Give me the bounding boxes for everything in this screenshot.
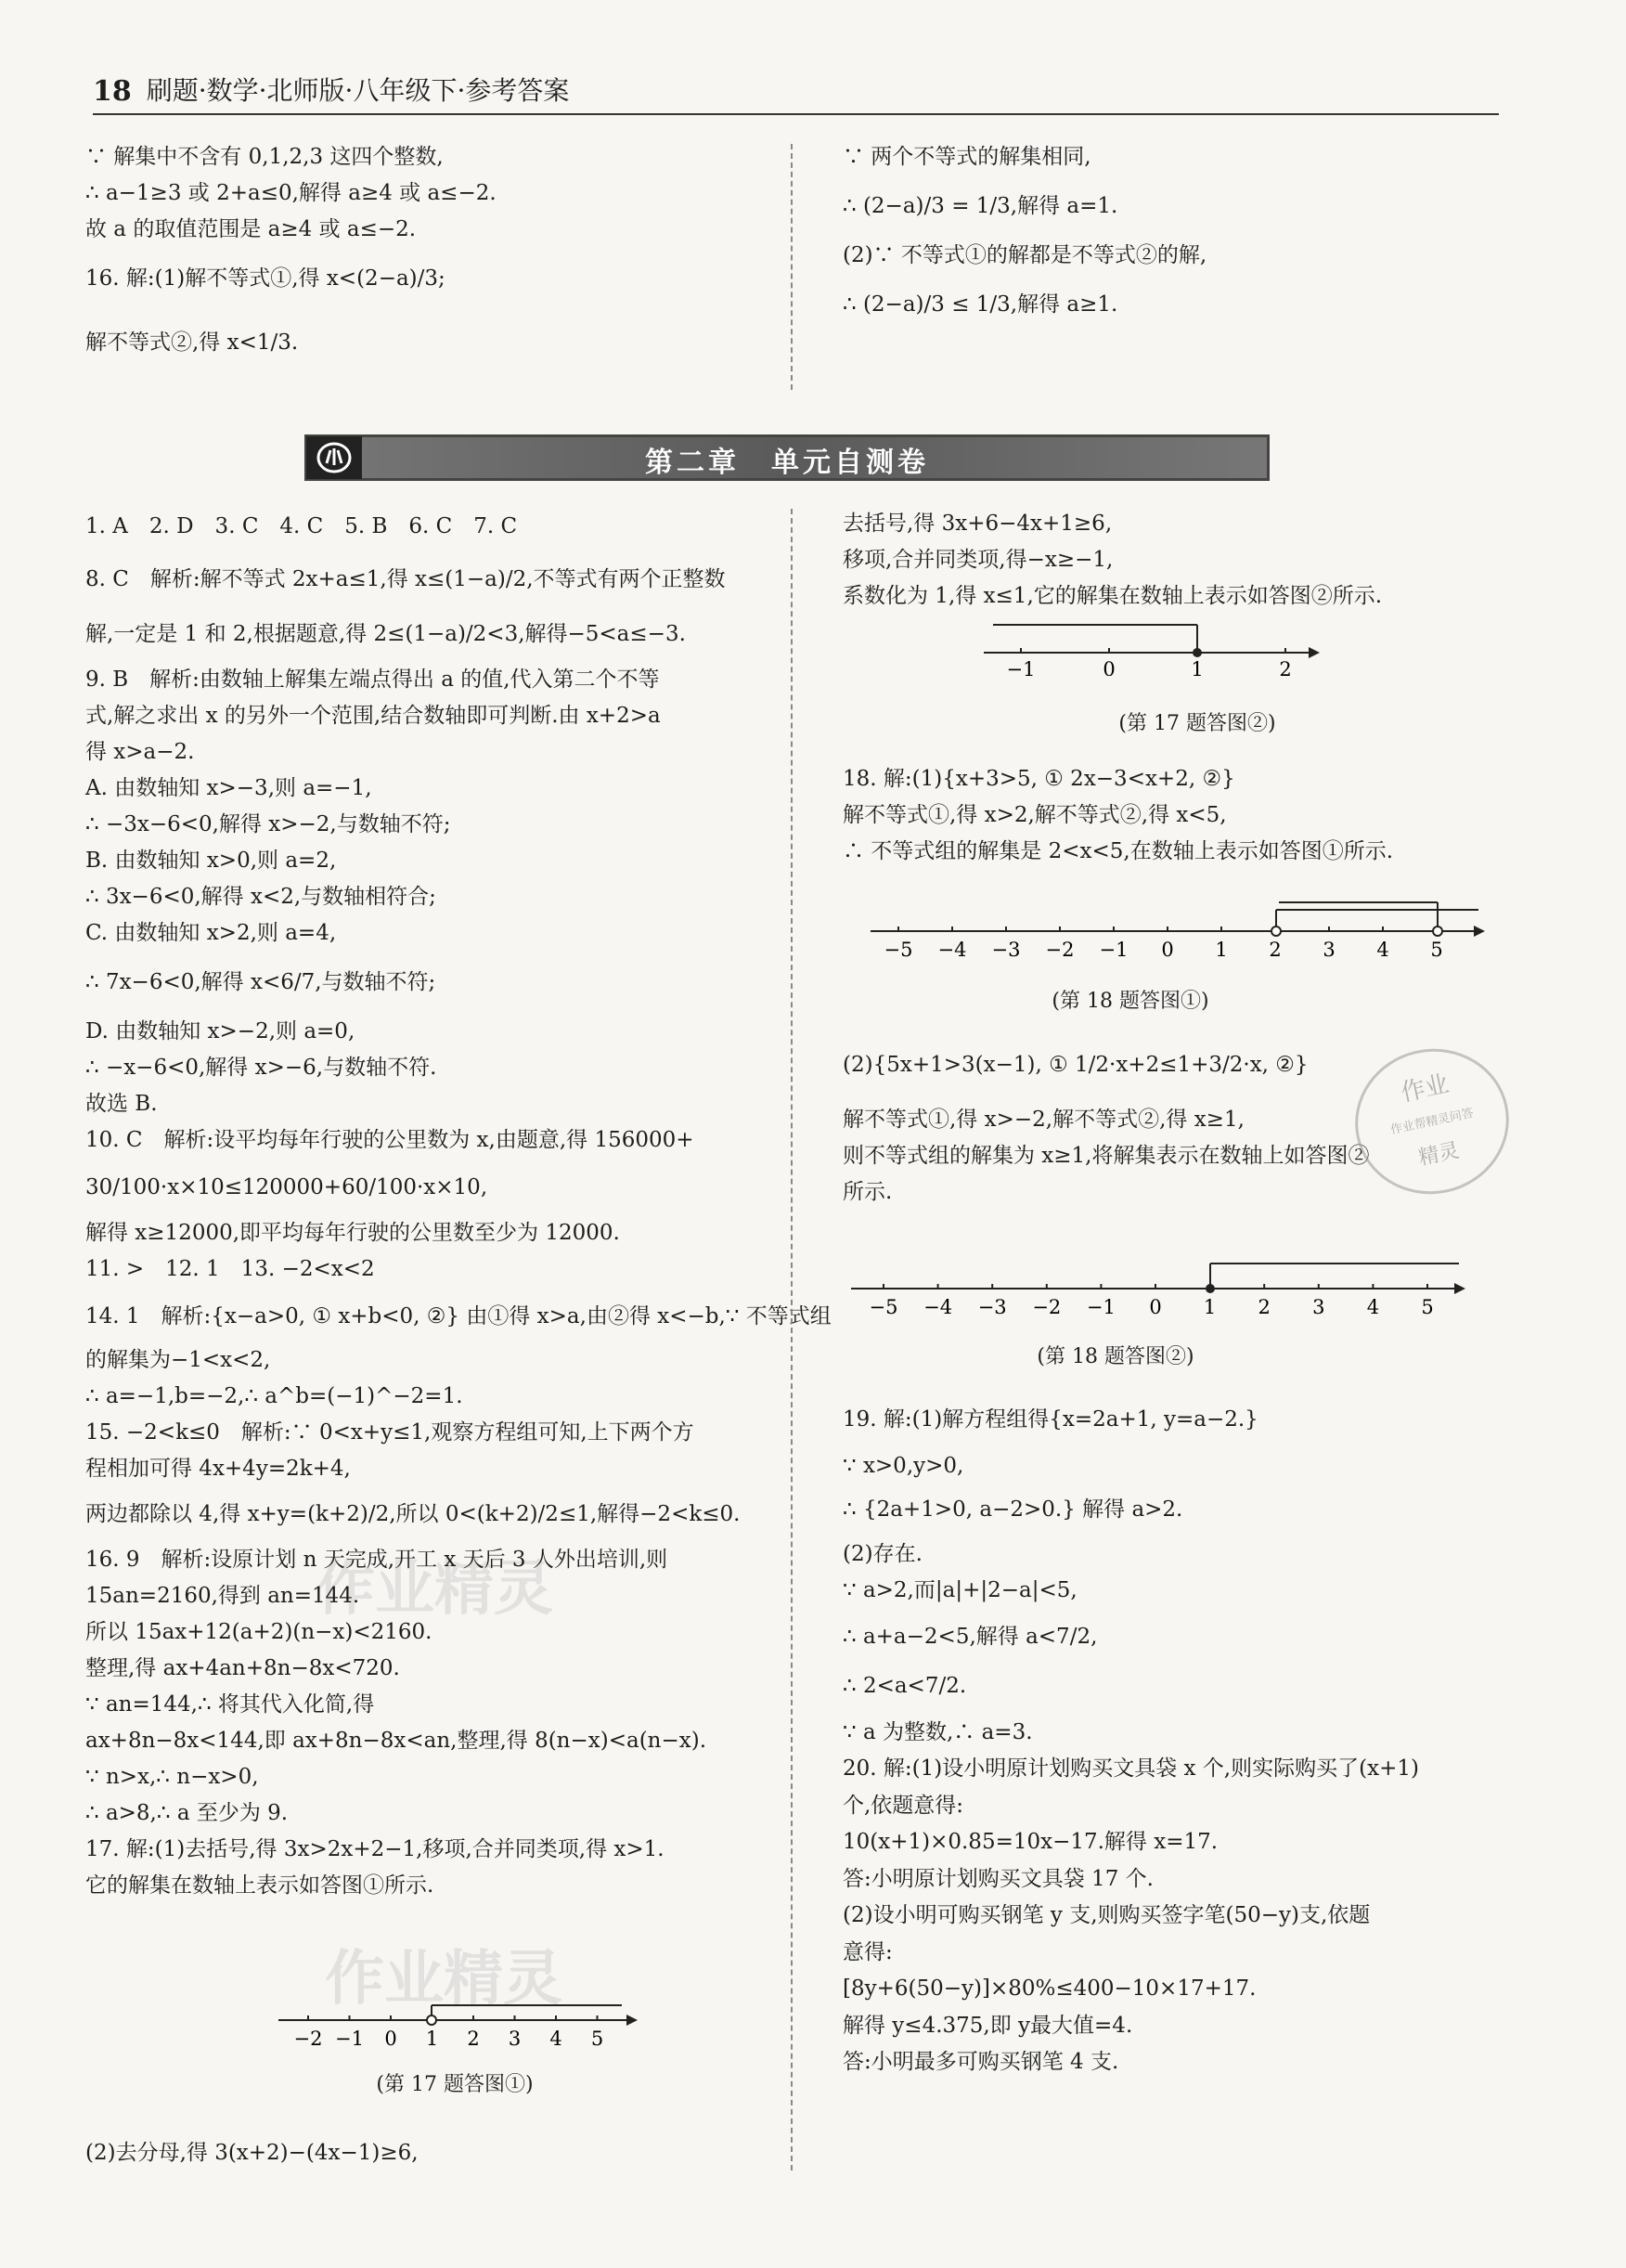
- tick-label: 0: [1149, 1296, 1162, 1318]
- answer-line: 9. B 解析:由数轴上解集左端点得出 a 的值,代入第二个不等: [85, 667, 660, 692]
- tick-label: 1: [1203, 1296, 1217, 1318]
- answer-line: ∵ an=144,∴ 将其代入化简,得: [85, 1692, 375, 1717]
- tick-label: 1: [1215, 939, 1228, 961]
- tick-label: 0: [1103, 658, 1116, 676]
- answer-line: ∴ a+a−2<5,解得 a<7/2,: [843, 1624, 1098, 1649]
- answer-line: D. 由数轴知 x>−2,则 a=0,: [85, 1019, 355, 1043]
- answer-line: ∵ a>2,而|a|+|2−a|<5,: [843, 1578, 1078, 1602]
- answer-line: 解不等式①,得 x>−2,解不等式②,得 x≥1,: [843, 1108, 1245, 1132]
- answer-line: ∴ 3x−6<0,解得 x<2,与数轴相符合;: [85, 885, 436, 909]
- tick-label: 5: [590, 2028, 604, 2050]
- answer-line: 意得:: [843, 1939, 893, 1964]
- answer-line: 答:小明原计划购买文具袋 17 个.: [843, 1866, 1154, 1891]
- answer-line: 答:小明最多可购买钢笔 4 支.: [843, 2050, 1119, 2074]
- tick-label: 3: [1312, 1296, 1325, 1318]
- answer-line: ∴ a>8,∴ a 至少为 9.: [85, 1801, 289, 1825]
- answer-line: 解得 x≥12000,即平均每年行驶的公里数至少为 12000.: [85, 1221, 620, 1245]
- answer-line: 它的解集在数轴上表示如答图①所示.: [85, 1873, 434, 1898]
- answer-line: ∴ −x−6<0,解得 x>−6,与数轴不符.: [85, 1056, 437, 1080]
- answer-line: ∴ 2<a<7/2.: [843, 1674, 967, 1698]
- answer-line: 个,依题意得:: [843, 1793, 964, 1818]
- number-line-17-2: [974, 620, 1327, 676]
- answer-line: 故选 B.: [85, 1092, 158, 1116]
- answer-line: (2){5x+1>3(x−1), ① 1/2·x+2≤1+3/2·x, ②}: [843, 1053, 1309, 1077]
- stamp-text-top: 作业: [1398, 1069, 1452, 1108]
- answer-line: 解得 y≤4.375,即 y最大值=4.: [843, 2013, 1133, 2038]
- chapter-title: 第二章 单元自测卷: [645, 447, 929, 479]
- column-divider: [791, 144, 793, 390]
- top-right-block: [843, 139, 1511, 323]
- figure-caption: (第 18 题答图②): [1037, 1345, 1194, 1368]
- figure-caption: (第 18 题答图①): [1052, 990, 1209, 1013]
- answer-line: 10. C 解析:设平均每年行驶的公里数为 x,由题意,得 156000+: [85, 1128, 694, 1152]
- answer-line: C. 由数轴知 x>2,则 a=4,: [85, 921, 337, 945]
- answer-line: 整理,得 ax+4an+8n−8x<720.: [85, 1656, 400, 1680]
- answer-line: 的解集为−1<x<2,: [85, 1348, 271, 1372]
- tick-label: −1: [1099, 939, 1129, 961]
- answer-line: 移项,合并同类项,得−x≥−1,: [843, 548, 1114, 572]
- text-line: 故 a 的取值范围是 a≥4 或 a≤−2.: [85, 217, 417, 242]
- answer-line: 10(x+1)×0.85=10x−17.解得 x=17.: [843, 1830, 1219, 1854]
- answer-line: ∵ a 为整数,∴ a=3.: [843, 1719, 1033, 1744]
- tick-label: 4: [1366, 1296, 1380, 1318]
- number-line-18-2: [846, 1258, 1478, 1318]
- banner-logo-icon: [306, 436, 362, 479]
- right-column-b: [843, 761, 1511, 870]
- tick-label: −2: [1045, 939, 1075, 961]
- answer-line: ∴ 7x−6<0,解得 x<6/7,与数轴不符;: [85, 970, 436, 994]
- watermark: 作业精灵: [325, 1945, 562, 2014]
- answer-line: 15. −2<k≤0 解析:∵ 0<x+y≤1,观察方程组可知,上下两个方: [85, 1420, 694, 1445]
- answer-line: 30/100·x×10≤120000+60/100·x×10,: [85, 1175, 488, 1199]
- figure-17-1: [269, 2003, 640, 2097]
- watermark: 作业精灵: [316, 1555, 553, 1624]
- page-number: 18: [93, 75, 132, 108]
- answer-line: 则不等式组的解集为 x≥1,将解集表示在数轴上如答图②: [843, 1144, 1370, 1168]
- tick-label: −1: [1006, 658, 1036, 676]
- answer-line: [8y+6(50−y)]×80%≤400−10×17+17.: [843, 1976, 1257, 2001]
- answer-line: ∴ −3x−6<0,解得 x>−2,与数轴不符;: [85, 812, 451, 836]
- figure-caption: (第 17 题答图①): [376, 2073, 534, 2096]
- answer-line: 程相加可得 4x+4y=2k+4,: [85, 1457, 351, 1481]
- answer-line: 20. 解:(1)设小明原计划购买文具袋 x 个,则实际购买了(x+1): [843, 1756, 1419, 1781]
- answer-line: ∴ {2a+1>0, a−2>0.} 解得 a>2.: [843, 1497, 1183, 1522]
- tick-label: 4: [549, 2028, 562, 2050]
- answer-line: (2)去分母,得 3(x+2)−(4x−1)≥6,: [85, 2141, 419, 2165]
- right-column-a: [843, 506, 1511, 615]
- answer-line: ∴ a=−1,b=−2,∴ a^b=(−1)^−2=1.: [85, 1384, 463, 1408]
- tick-label: 1: [425, 2028, 439, 2050]
- text-line: 解不等式②,得 x<1/3.: [85, 330, 299, 356]
- tick-label: 0: [384, 2028, 397, 2050]
- text-line: ∴ a−1≥3 或 2+a≤0,解得 a≥4 或 a≤−2.: [85, 181, 497, 206]
- left-after-figure: [85, 2135, 791, 2171]
- column-divider: [791, 509, 793, 2171]
- answer-line: 8. C 解析:解不等式 2x+a≤1,得 x≤(1−a)/2,不等式有两个正整数: [85, 567, 726, 591]
- answer-line: 解不等式①,得 x>2,解不等式②,得 x<5,: [843, 803, 1227, 827]
- answer-line: ax+8n−8x<144,即 ax+8n−8x<an,整理,得 8(n−x)<a(n−x).: [85, 1729, 707, 1753]
- text-line: ∵ 两个不等式的解集相同,: [843, 145, 1091, 169]
- tick-label: −4: [937, 939, 967, 961]
- figure-17-2: [974, 620, 1327, 736]
- top-left-block: [85, 139, 791, 361]
- tick-label: 2: [1258, 1296, 1271, 1318]
- tick-label: 2: [467, 2028, 480, 2050]
- tick-label: −1: [335, 2028, 364, 2050]
- stamp-text-middle: 作业帮精灵问答: [1389, 1106, 1476, 1138]
- stamp-text-bottom: 精灵: [1416, 1138, 1462, 1171]
- answer-line: 解,一定是 1 和 2,根据题意,得 2≤(1−a)/2<3,解得−5<a≤−3.: [85, 622, 686, 646]
- answer-line: ∵ n>x,∴ n−x>0,: [85, 1765, 259, 1789]
- answer-line: 得 x>a−2.: [85, 740, 195, 764]
- tick-label: 3: [1323, 939, 1336, 961]
- text-line: ∴ (2−a)/3 ≤ 1/3,解得 a≥1.: [843, 292, 1118, 318]
- tick-label: 3: [508, 2028, 522, 2050]
- figure-caption: (第 17 题答图②): [1118, 712, 1276, 735]
- answer-line: 15an=2160,得到 an=144.: [85, 1584, 360, 1608]
- tick-label: −3: [991, 939, 1021, 961]
- tick-label: −2: [293, 2028, 323, 2050]
- tick-label: 5: [1421, 1296, 1434, 1318]
- figure-18-2: [846, 1258, 1478, 1369]
- tick-label: 2: [1279, 658, 1292, 676]
- left-column: [85, 509, 832, 1904]
- text-line: ∵ 解集中不含有 0,1,2,3 这四个整数,: [85, 145, 444, 169]
- tick-label: −5: [884, 939, 913, 961]
- answer-line: 19. 解:(1)解方程组得{x=2a+1, y=a−2.}: [843, 1407, 1258, 1432]
- chapter-banner: [304, 434, 1270, 481]
- answer-line: 系数化为 1,得 x≤1,它的解集在数轴上表示如答图②所示.: [843, 584, 1383, 608]
- figure-18-1: [861, 901, 1492, 1014]
- answer-line: 去括号,得 3x+6−4x+1≥6,: [843, 512, 1113, 536]
- answer-line: A. 由数轴知 x>−3,则 a=−1,: [85, 776, 372, 800]
- tick-label: −2: [1032, 1296, 1062, 1318]
- right-column-d: [843, 1393, 1511, 2081]
- answer-line: 18. 解:(1){x+3>5, ① 2x−3<x+2, ②}: [843, 767, 1235, 791]
- answer-line: (2)设小明可购买钢笔 y 支,则购买签字笔(50−y)支,依题: [843, 1903, 1371, 1927]
- text-line: 16. 解:(1)解不等式①,得 x<(2−a)/3;: [85, 266, 445, 292]
- answer-line: ∵ x>0,y>0,: [843, 1453, 964, 1478]
- answer-line: 17. 解:(1)去括号,得 3x>2x+2−1,移项,合并同类项,得 x>1.: [85, 1837, 665, 1861]
- answer-line: 所示.: [843, 1180, 893, 1204]
- answer-line: ∴ 不等式组的解集是 2<x<5,在数轴上表示如答图①所示.: [843, 839, 1394, 863]
- answer-line: 式,解之求出 x 的另外一个范围,结合数轴即可判断.由 x+2>a: [85, 704, 661, 728]
- page-header: [93, 67, 1499, 115]
- answer-line: 所以 15ax+12(a+2)(n−x)<2160.: [85, 1620, 432, 1644]
- number-line-18-1: [861, 901, 1492, 961]
- tick-label: −1: [1086, 1296, 1116, 1318]
- tick-label: −5: [869, 1296, 898, 1318]
- tick-label: 5: [1430, 939, 1443, 961]
- tick-label: −4: [923, 1296, 953, 1318]
- header-title: 刷题·数学·北师版·八年级下·参考答案: [146, 75, 570, 106]
- answer-line: 14. 1 解析:{x−a>0, ① x+b<0, ②} 由①得 x>a,由②得 x<−b,∵ 不等式组: [85, 1304, 832, 1328]
- answer-line: 两边都除以 4,得 x+y=(k+2)/2,所以 0<(k+2)/2≤1,解得−2<k≤0.: [85, 1502, 741, 1526]
- text-line: ∴ (2−a)/3 = 1/3,解得 a=1.: [843, 194, 1118, 219]
- text-line: (2)∵ 不等式①的解都是不等式②的解,: [843, 243, 1207, 268]
- answer-line: (2)存在.: [843, 1541, 923, 1566]
- answer-line: B. 由数轴知 x>0,则 a=2,: [85, 849, 337, 873]
- tick-label: 4: [1376, 939, 1389, 961]
- answer-line: 11. > 12. 1 13. −2<x<2: [85, 1257, 375, 1281]
- tick-label: −3: [977, 1296, 1007, 1318]
- tick-label: 2: [1269, 939, 1282, 961]
- tick-label: 1: [1191, 658, 1204, 676]
- answer-line: 16. 9 解析:设原计划 n 天完成,开工 x 天后 3 人外出培训,则: [85, 1548, 668, 1572]
- tick-label: 0: [1161, 939, 1174, 961]
- answer-line: 1. A 2. D 3. C 4. C 5. B 6. C 7. C: [85, 514, 518, 538]
